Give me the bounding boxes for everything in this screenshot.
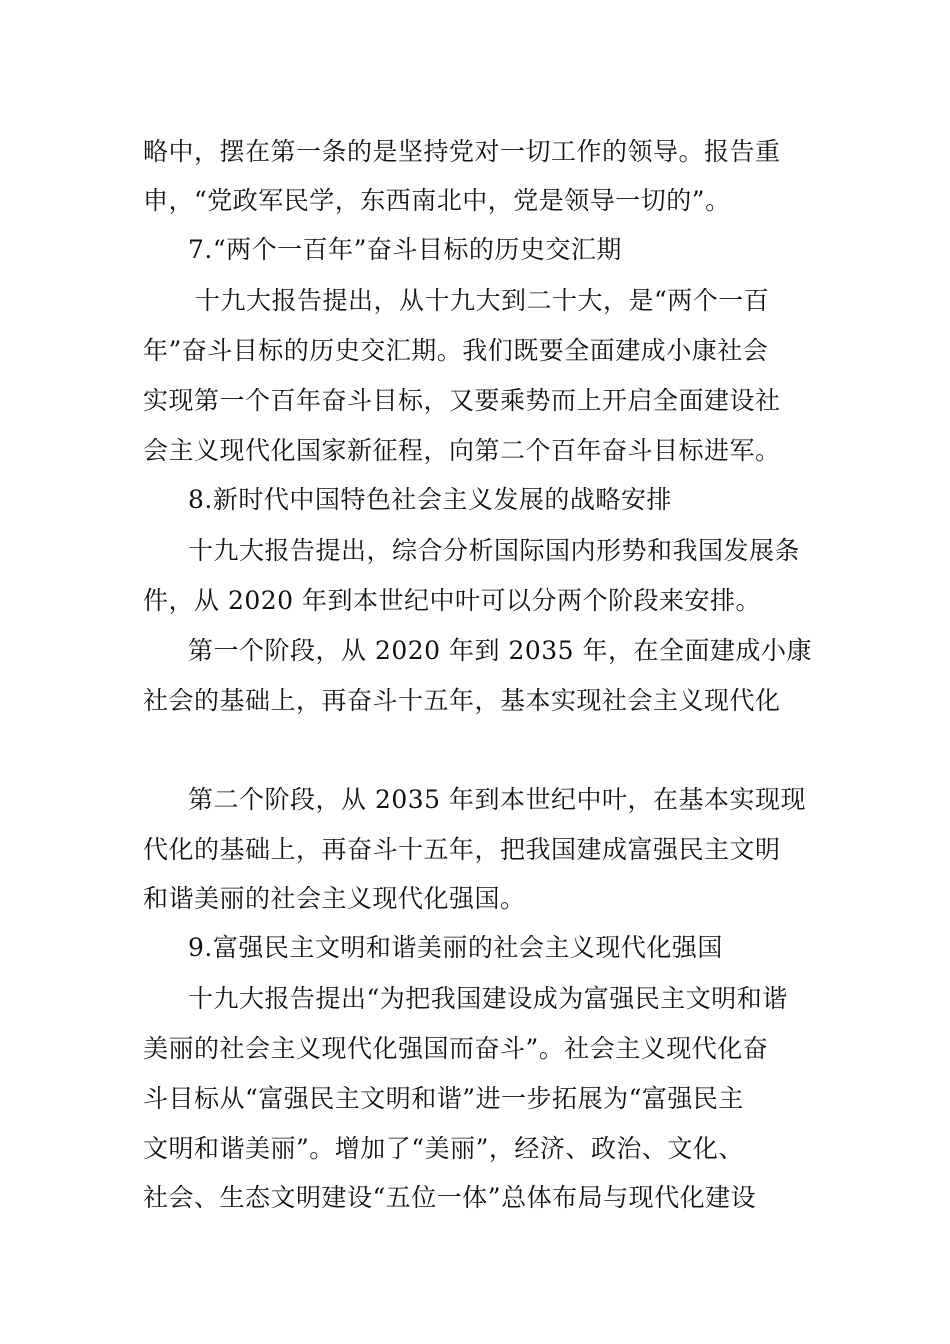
paragraph-line: 申，“党政军民学，东西南北中，党是领导一切的”。 [143, 186, 731, 215]
paragraph-line: 社会、生态文明建设“五位一体”总体布局与现代化建设 [143, 1183, 757, 1212]
paragraph-line: 社会的基础上，再奋斗十五年，基本实现社会主义现代化 [143, 686, 781, 715]
section-heading-9: 9.富强民主文明和谐美丽的社会主义现代化强国 [188, 933, 723, 962]
paragraph-line: 代化的基础上，再奋斗十五年，把我国建成富强民主文明 [143, 835, 781, 864]
paragraph-line: 会主义现代化国家新征程，向第二个百年奋斗目标进军。 [143, 436, 781, 465]
paragraph-line: 第二个阶段，从 2035 年到本世纪中叶，在基本实现现 [188, 785, 807, 814]
paragraph-line: 美丽的社会主义现代化强国而奋斗”。社会主义现代化奋 [143, 1034, 769, 1063]
paragraph-line: 和谐美丽的社会主义现代化强国。 [143, 884, 526, 913]
paragraph-line: 实现第一个百年奋斗目标，又要乘势而上开启全面建设社 [143, 386, 781, 415]
paragraph-line: 第一个阶段，从 2020 年到 2035 年，在全面建成小康 [188, 636, 813, 665]
paragraph-line: 文明和谐美丽”。增加了“美丽”，经济、政治、文化、 [143, 1134, 744, 1163]
paragraph-line: 年”奋斗目标的历史交汇期。我们既要全面建成小康社会 [143, 336, 769, 365]
section-heading-7: 7.“两个一百年”奋斗目标的历史交汇期 [188, 235, 622, 264]
paragraph-line: 十九大报告提出，综合分析国际国内形势和我国发展条 [188, 536, 801, 565]
paragraph-line: 斗目标从“富强民主文明和谐”进一步拓展为“富强民主 [143, 1084, 744, 1113]
paragraph-line: 略中，摆在第一条的是坚持党对一切工作的领导。报告重 [143, 137, 781, 166]
paragraph-line: 十九大报告提出“为把我国建设成为富强民主文明和谐 [188, 984, 788, 1013]
section-heading-8: 8.新时代中国特色社会主义发展的战略安排 [188, 485, 672, 514]
paragraph-line: 件，从 2020 年到本世纪中叶可以分两个阶段来安排。 [143, 586, 762, 615]
paragraph-line: 十九大报告提出，从十九大到二十大，是“两个一百 [195, 286, 770, 315]
